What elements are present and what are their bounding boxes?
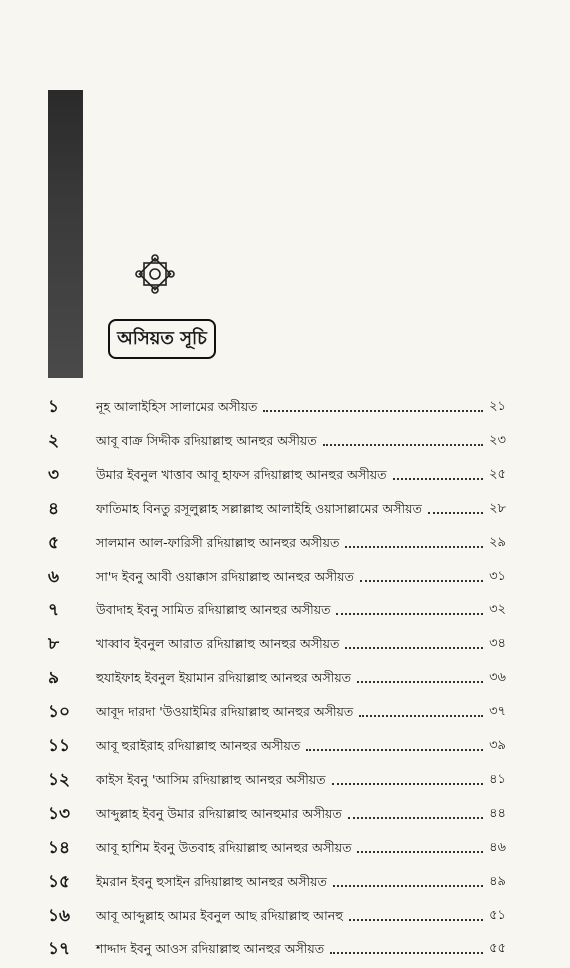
entry-title: উমার ইবনুল খাত্তাব আবূ হাফস রদিয়াল্লাহু আনহুর অসীয়ত (96, 466, 387, 482)
dot-leader (306, 749, 483, 751)
entry-title: আবূ বাক্র সিদ্দীক রদিয়াল্লাহু আনহুর অসীয়ত (96, 432, 317, 448)
entry-number: ৩ (48, 464, 60, 485)
toc-heading: অসিয়ত সূচি (108, 319, 216, 359)
entry-page-number: ৫১ (489, 907, 506, 923)
entry-number: ৬ (48, 566, 60, 587)
entry-page-number: ৪৪ (489, 805, 506, 821)
floral-ornament-icon (133, 252, 177, 296)
dot-leader (349, 919, 483, 921)
entry-title: উবাদাহ ইবনু সামিত রদিয়াল্লাহু আনহুর অসীয়ত (96, 602, 331, 618)
entry-number: ৪ (48, 498, 60, 519)
dot-leader (393, 478, 483, 480)
dot-leader (332, 783, 483, 785)
toc-entry (0, 495, 570, 523)
entry-page-number: ৪৬ (489, 839, 506, 855)
entry-title: আবূ হাশিম ইবনু উতবাহ রদিয়াল্লাহু আনহুর অসীয়ত (96, 839, 352, 855)
entry-title: হুযাইফাহ ইবনুল ইয়ামান রদিয়াল্লাহু আনহুর অসীয়ত (96, 670, 352, 686)
toc-entry (0, 935, 570, 963)
toc-entry (0, 596, 570, 624)
entry-page-number: ২৯ (489, 534, 506, 550)
entry-title: আবূ হুরাইরাহ রদিয়াল্লাহু আনহুর অসীয়ত (96, 738, 301, 753)
toc-entry (0, 630, 570, 658)
toc-entry (0, 766, 570, 794)
dot-leader (428, 512, 483, 514)
entry-number: ১ (48, 397, 60, 417)
entry-title: শাদ্দাদ ইবনু আওস রদিয়াল্লাহু আনহুর অসীয়ত (96, 941, 325, 957)
entry-title: আবূদ দারদা 'উওয়াইমির রদিয়াল্লাহু আনহুর অসীয়ত (96, 704, 354, 720)
entry-page-number: ৩২ (489, 602, 506, 618)
entry-number: ৭ (48, 600, 60, 621)
toc-entry (0, 563, 570, 591)
entry-title: আবূ আব্দুল্লাহ আমর ইবনুল আছ রদিয়াল্লাহু আনহু (96, 907, 344, 923)
toc-entry (0, 461, 570, 489)
decorative-side-bar (48, 90, 83, 378)
dot-leader (345, 546, 483, 548)
dot-leader (348, 817, 483, 819)
entry-number: ৮ (48, 634, 60, 655)
entry-number: ১১ (48, 736, 71, 756)
toc-entry (0, 800, 570, 828)
entry-number: ১৩ (48, 803, 71, 824)
entry-page-number: ৪৯ (489, 873, 506, 889)
entry-page-number: ৩৪ (489, 636, 506, 652)
entry-page-number: ৩৬ (489, 670, 506, 686)
toc-entry (0, 427, 570, 455)
entry-title: ইমরান ইবনু হুসাইন রদিয়াল্লাহু আনহুর অসীয়ত (96, 873, 327, 889)
toc-entry (0, 902, 570, 930)
toc-entry (0, 529, 570, 557)
dot-leader (336, 613, 483, 615)
dot-leader (330, 952, 483, 954)
entry-page-number: ৩৭ (489, 704, 506, 720)
entry-page-number: ২৫ (489, 466, 506, 482)
entry-title: খাব্বাব ইবনুল আরাত রদিয়াল্লাহু আনহুর অসীয়ত (96, 636, 340, 652)
entry-page-number: ৩৯ (489, 738, 506, 753)
toc-entry (0, 664, 570, 692)
entry-page-number: ৫৫ (489, 941, 506, 957)
entry-number: ১৬ (48, 905, 71, 926)
toc-entry (0, 868, 570, 896)
entry-number: ১৭ (48, 939, 71, 960)
toc-entry (0, 834, 570, 862)
entry-title: সালমান আল-ফারিসী রদিয়াল্লাহু আনহুর অসীয়ত (96, 534, 340, 550)
entry-title: নূহ আলাইহিস সালামের অসীয়ত (96, 399, 258, 414)
entry-number: ১০ (48, 702, 71, 723)
toc-entry (0, 393, 570, 421)
entry-page-number: ৩১ (489, 568, 506, 584)
dot-leader (345, 647, 483, 649)
dot-leader (357, 681, 483, 683)
entry-page-number: ৪১ (489, 771, 506, 787)
entry-number: ১২ (48, 769, 71, 790)
entry-title: কাইস ইবনু 'আসিম রদিয়াল্লাহু আনহুর অসীয়ত (96, 771, 326, 787)
dot-leader (360, 580, 483, 582)
entry-page-number: ২৮ (489, 500, 506, 516)
entry-page-number: ২৩ (489, 432, 506, 448)
entry-number: ২ (48, 430, 60, 451)
entry-number: ৫ (48, 532, 60, 553)
dot-leader (333, 885, 483, 887)
entry-number: ১৪ (48, 837, 71, 858)
dot-leader (323, 444, 483, 446)
entry-title: ফাতিমাহ বিনতু রসূলুল্লাহ সল্লাল্লাহু আলাইহি ওয়াসাল্লামের অসীয়ত (96, 500, 422, 516)
toc-entry (0, 732, 570, 760)
entry-number: ১৫ (48, 871, 71, 892)
entry-title: আব্দুল্লাহ ইবনু উমার রদিয়াল্লাহু আনহুমার অসীয়ত (96, 805, 342, 821)
toc-entry (0, 698, 570, 726)
entry-page-number: ২১ (489, 399, 506, 414)
dot-leader (263, 410, 483, 412)
dot-leader (359, 715, 483, 717)
entry-title: সা'দ ইবনু আবী ওয়াক্কাস রদিয়াল্লাহু আনহুর অসীয়ত (96, 568, 354, 584)
entry-number: ৯ (48, 668, 60, 689)
dot-leader (357, 851, 483, 853)
